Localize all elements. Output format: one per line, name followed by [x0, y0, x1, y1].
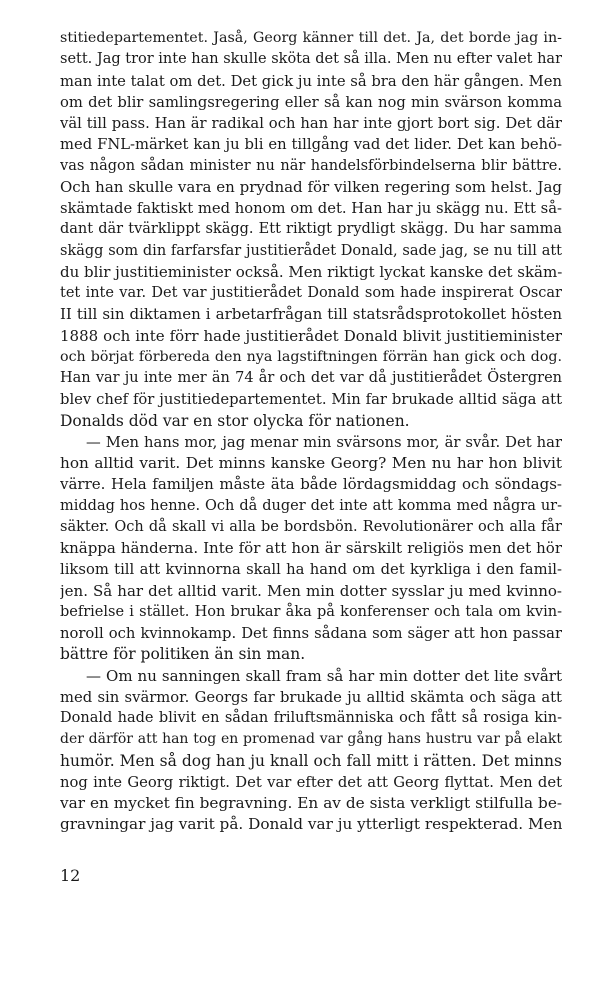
body-text: [60, 28, 562, 836]
text-line: sett. Jag tror inte han skulle sköta det så illa. Men nu efter valet har: [60, 51, 562, 68]
text-line: Och han skulle vara en prydnad för vilken regering som helst. Jag: [60, 177, 562, 196]
text-line: knäppa händerna. Inte för att hon är särskilt religiös men det hör: [60, 539, 562, 557]
text-line: der därför att han tog en promenad var gång hans hustru var på elakt: [60, 731, 562, 748]
text-line: Donald hade blivit en sådan friluftsmänniska och fått så rosiga kin-: [60, 710, 562, 726]
text-line: säkter. Och då skall vi alla be bordsbön. Revolutionärer och alla får: [60, 518, 562, 535]
text-line: dant där tvärklippt skägg. Ett riktigt prydligt skägg. Du har samma: [60, 221, 562, 238]
text-line: tet inte var. Det var justitierådet Donald som hade inspirerat Oscar: [60, 285, 562, 301]
text-line: gravningar jag varit på. Donald var ju ytterligt respekterad. Men: [60, 815, 562, 834]
text-line: jen. Så har det alltid varit. Men min dotter sysslar ju med kvinno-: [60, 581, 562, 600]
text-line: väl till pass. Han är radikal och han har inte gjort bort sig. Det där: [60, 115, 562, 132]
text-line: med FNL-märket kan ju bli en tillgång vad det lider. Det kan behö-: [60, 136, 562, 154]
text-line: du blir justitieminister också. Men riktigt lyckat kanske det skäm-: [60, 262, 562, 281]
text-line: vas någon sådan minister nu när handelsförbindelserna blir bättre.: [60, 157, 562, 174]
text-line: 1888 och inte förr hade justitierådet Donald blivit justitieminister: [60, 326, 562, 345]
text-line: — Om nu sanningen skall fram så har min dotter det lite svårt: [86, 666, 562, 685]
text-line: med sin svärmor. Georgs far brukade ju alltid skämta och säga att: [60, 688, 562, 706]
text-line: II till sin diktamen i arbetarfrågan till statsrådsprotokollet hösten: [60, 305, 562, 324]
text-line: liksom till att kvinnorna skall ha hand om det kyrkliga i den famil-: [60, 561, 562, 579]
text-line: värre. Hela familjen måste äta både lördagsmiddag och söndags-: [60, 475, 562, 494]
text-line: hon alltid varit. Det minns kanske Georg? Men nu har hon blivit: [60, 454, 562, 472]
text-line: befrielse i stället. Hon brukar åka på konferenser och tala om kvin-: [60, 603, 562, 620]
text-line: humör. Men så dog han ju knall och fall mitt i rätten. Det minns: [60, 751, 562, 770]
text-line: var en mycket fin begravning. En av de sista verkligt stilfulla be-: [60, 794, 562, 812]
text-line: om det blir samlingsregering eller så kan nog min svärson komma: [60, 93, 562, 111]
text-line: skägg som din farfarsfar justitierådet Donald, sade jag, se nu till att: [60, 242, 562, 259]
text-line: — Men hans mor, jag menar min svärsons mor, är svår. Det har: [86, 433, 562, 451]
text-line: och börjat förbereda den nya lagstiftningen förrän han gick och dog.: [60, 348, 562, 365]
text-line: Donalds död var en stor olycka för nationen.: [60, 411, 410, 430]
text-line: noroll och kvinnokamp. Det finns sådana som säger att hon passar: [60, 625, 562, 642]
text-line: nog inte Georg riktigt. Det var efter det att Georg flyttat. Men det: [60, 773, 562, 791]
text-line: stitiedepartementet. Jaså, Georg känner till det. Ja, det borde jag in-: [60, 30, 562, 46]
text-line: blev chef för justitiedepartementet. Min far brukade alltid säga att: [60, 391, 562, 409]
text-line: bättre för politiken än sin man.: [60, 645, 306, 664]
text-line: Han var ju inte mer än 74 år och det var då justitierådet Östergren: [60, 370, 562, 386]
text-line: skämtade faktiskt med honom om det. Han har ju skägg nu. Ett så-: [60, 200, 562, 217]
text-line: man inte talat om det. Det gick ju inte så bra den här gången. Men: [60, 72, 562, 90]
page-number: 12: [60, 866, 81, 885]
text-line: middag hos henne. Och då duger det inte att komma med några ur-: [60, 497, 562, 514]
